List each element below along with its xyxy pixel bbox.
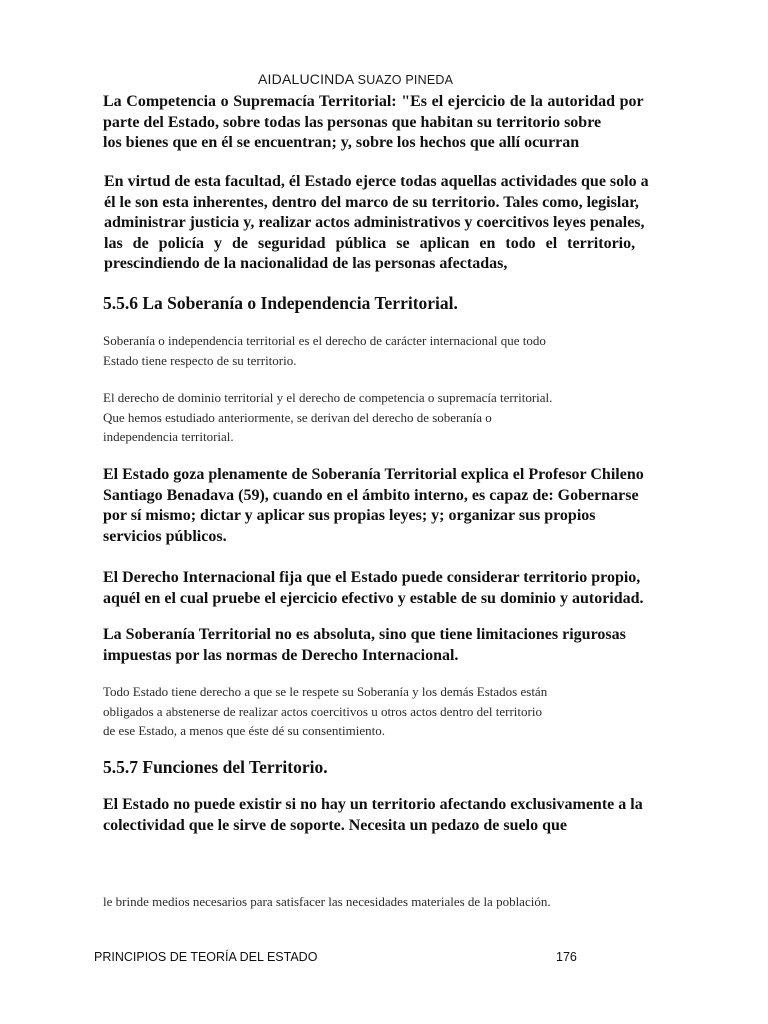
paragraph-derecho-internacional <box>103 568 669 609</box>
paragraph-benadava <box>103 465 669 547</box>
text-line: Soberanía o independencia territorial es el derecho de carácter internacional que todo <box>103 333 546 348</box>
text-line: impuestas por las normas de Derecho Internacional. <box>103 646 459 664</box>
text-line: Santiago Benadava (59), cuando en el ámbito interno, es capaz de: Gobernarse <box>103 486 639 504</box>
text-line: La Soberanía Territorial no es absoluta, sino que tiene limitaciones rigurosas <box>103 626 626 643</box>
text-line: El derecho de dominio territorial y el derecho de competencia o supremacía territorial. <box>103 390 553 405</box>
section-title: La Soberanía o Independencia Territorial <box>142 293 454 313</box>
text-line: prescindiendo de la nacionalidad de las personas afectadas, <box>104 255 508 272</box>
paragraph-existencia-estado <box>103 795 669 836</box>
section-title-period: . <box>323 757 328 777</box>
section-number: 5.5.6 <box>103 293 143 313</box>
paragraph-medios-necesarios <box>103 892 669 912</box>
section-heading-soberania <box>103 292 669 314</box>
text-line: colectividad que le sirve de soporte. Necesita un pedazo de suelo que <box>103 816 567 834</box>
author-name-large: AIDALUCINDA <box>258 71 358 87</box>
paragraph-limitaciones <box>103 625 669 666</box>
text-line: le brinde medios necesarios para satisfacer las necesidades materiales de la población. <box>103 894 551 909</box>
text-line: los bienes que en él se encuentran; y, sobre los hechos que allí ocurran <box>103 134 580 151</box>
text-line: El Estado goza plenamente de Soberanía Territorial explica el Profesor Chileno <box>103 466 644 483</box>
paragraph-derecho-dominio <box>103 388 669 447</box>
text-line: por sí mismo; dictar y aplicar sus propias leyes; y; organizar sus propios <box>103 507 596 524</box>
footer-book-title: PRINCIPIOS DE TEORÍA DEL ESTADO <box>94 950 318 964</box>
paragraph-definicion-soberania <box>103 331 669 370</box>
paragraph-facultad <box>104 172 670 275</box>
text-line: obligados a abstenerse de realizar actos coercitivos u otros actos dentro del territorio <box>103 703 542 719</box>
section-title-period: . <box>453 293 458 313</box>
text-line: El Derecho Internacional fija que el Estado puede considerar territorio propio, <box>103 569 641 586</box>
text-line: independencia territorial. <box>103 429 234 444</box>
author-name-small: SUAZO PINEDA <box>357 73 454 87</box>
text-line: Que hemos estudiado anteriormente, se derivan del derecho de soberanía o <box>103 409 492 425</box>
text-line: él le son esta inherentes, dentro del marco de su territorio. Tales como, legislar, <box>104 193 639 211</box>
text-line: las de policía y de seguridad pública se aplican en todo el territorio, <box>104 234 636 252</box>
section-heading-funciones <box>103 756 669 778</box>
text-line: administrar justicia y, realizar actos administrativos y coercitivos leyes penales, <box>104 214 645 231</box>
paragraph-respeto-soberania <box>103 682 669 741</box>
section-title: Funciones del Territorio <box>142 757 324 777</box>
text-line: aquél en el cual pruebe el ejercicio efectivo y estable de su dominio y autoridad. <box>103 589 644 607</box>
text-line: En virtud de esta facultad, él Estado ejerce todas aquellas actividades que solo a <box>104 173 649 190</box>
author-header <box>258 71 453 87</box>
text-line: La Competencia o Supremacía Territorial: "Es el ejercicio de la autoridad por <box>103 93 644 110</box>
text-line: El Estado no puede existir si no hay un territorio afectando exclusivamente a la <box>103 796 643 813</box>
text-line: Todo Estado tiene derecho a que se le respete su Soberanía y los demás Estados están <box>103 684 548 699</box>
text-line: Estado tiene respecto de su territorio. <box>103 352 297 368</box>
paragraph-competencia <box>103 92 669 154</box>
section-number: 5.5.7 <box>103 757 143 777</box>
text-line: de ese Estado, a menos que éste dé su consentimiento. <box>103 723 385 738</box>
footer-page-number: 176 <box>556 950 577 964</box>
text-line: parte del Estado, sobre todas las personas que habitan su territorio sobre <box>103 113 602 131</box>
text-line: servicios públicos. <box>103 527 227 545</box>
